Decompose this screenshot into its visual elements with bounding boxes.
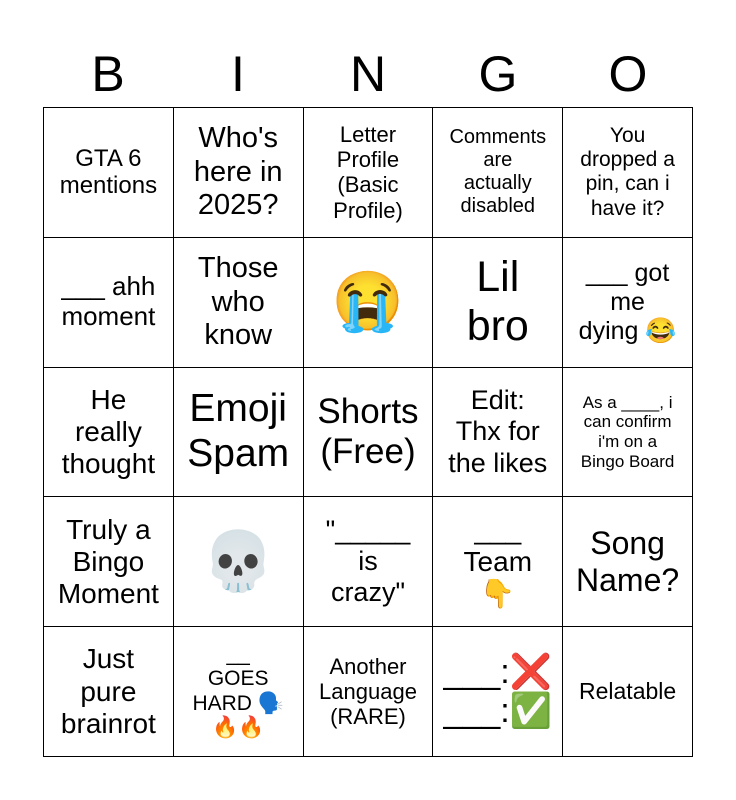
bingo-cell-r4c3[interactable]: "_____ is crazy"	[304, 497, 434, 627]
bingo-cell-r3c1[interactable]: He really thought	[44, 368, 174, 498]
bingo-board	[43, 107, 693, 757]
bingo-cell-r5c4[interactable]: ___:❌ ___:✅	[433, 627, 563, 757]
bingo-cell-r2c2[interactable]: Those who know	[174, 238, 304, 368]
header-letter-b: B	[91, 46, 125, 102]
bingo-cell-r3c5[interactable]: As a ____, i can confirm i'm on a Bingo Board	[563, 368, 693, 498]
bingo-cell-r3c4[interactable]: Edit: Thx for the likes	[433, 368, 563, 498]
bingo-cell-r1c4[interactable]: Comments are actually disabled	[433, 108, 563, 238]
bingo-cell-r1c5[interactable]: You dropped a pin, can i have it?	[563, 108, 693, 238]
bingo-cell-r2c4[interactable]: Lil bro	[433, 238, 563, 368]
bingo-cell-r1c3[interactable]: Letter Profile (Basic Profile)	[304, 108, 434, 238]
bingo-cell-r2c5[interactable]: ___ got me dying 😂	[563, 238, 693, 368]
bingo-cell-r4c2[interactable]: 💀	[174, 497, 304, 627]
bingo-cell-r5c3[interactable]: Another Language (RARE)	[304, 627, 434, 757]
bingo-cell-r5c2[interactable]: __ GOES HARD 🗣️ 🔥🔥	[174, 627, 304, 757]
bingo-cell-r2c1[interactable]: ___ ahh moment	[44, 238, 174, 368]
bingo-cell-r3c2[interactable]: Emoji Spam	[174, 368, 304, 498]
bingo-cell-r4c4[interactable]: ___ Team 👇	[433, 497, 563, 627]
bingo-cell-r5c1[interactable]: Just pure brainrot	[44, 627, 174, 757]
bingo-cell-r1c1[interactable]: GTA 6 mentions	[44, 108, 174, 238]
header-letter-i: I	[231, 46, 245, 102]
header-letter-o: O	[608, 46, 648, 102]
bingo-cell-r4c1[interactable]: Truly a Bingo Moment	[44, 497, 174, 627]
bingo-cell-r1c2[interactable]: Who's here in 2025?	[174, 108, 304, 238]
bingo-cell-r5c5[interactable]: Relatable	[563, 627, 693, 757]
bingo-cell-r3c3[interactable]: Shorts (Free)	[304, 368, 434, 498]
header-letter-g: G	[478, 46, 518, 102]
bingo-cell-r2c3[interactable]: 😭	[304, 238, 434, 368]
bingo-header	[43, 40, 693, 108]
header-letter-n: N	[349, 46, 387, 102]
bingo-cell-r4c5[interactable]: Song Name?	[563, 497, 693, 627]
